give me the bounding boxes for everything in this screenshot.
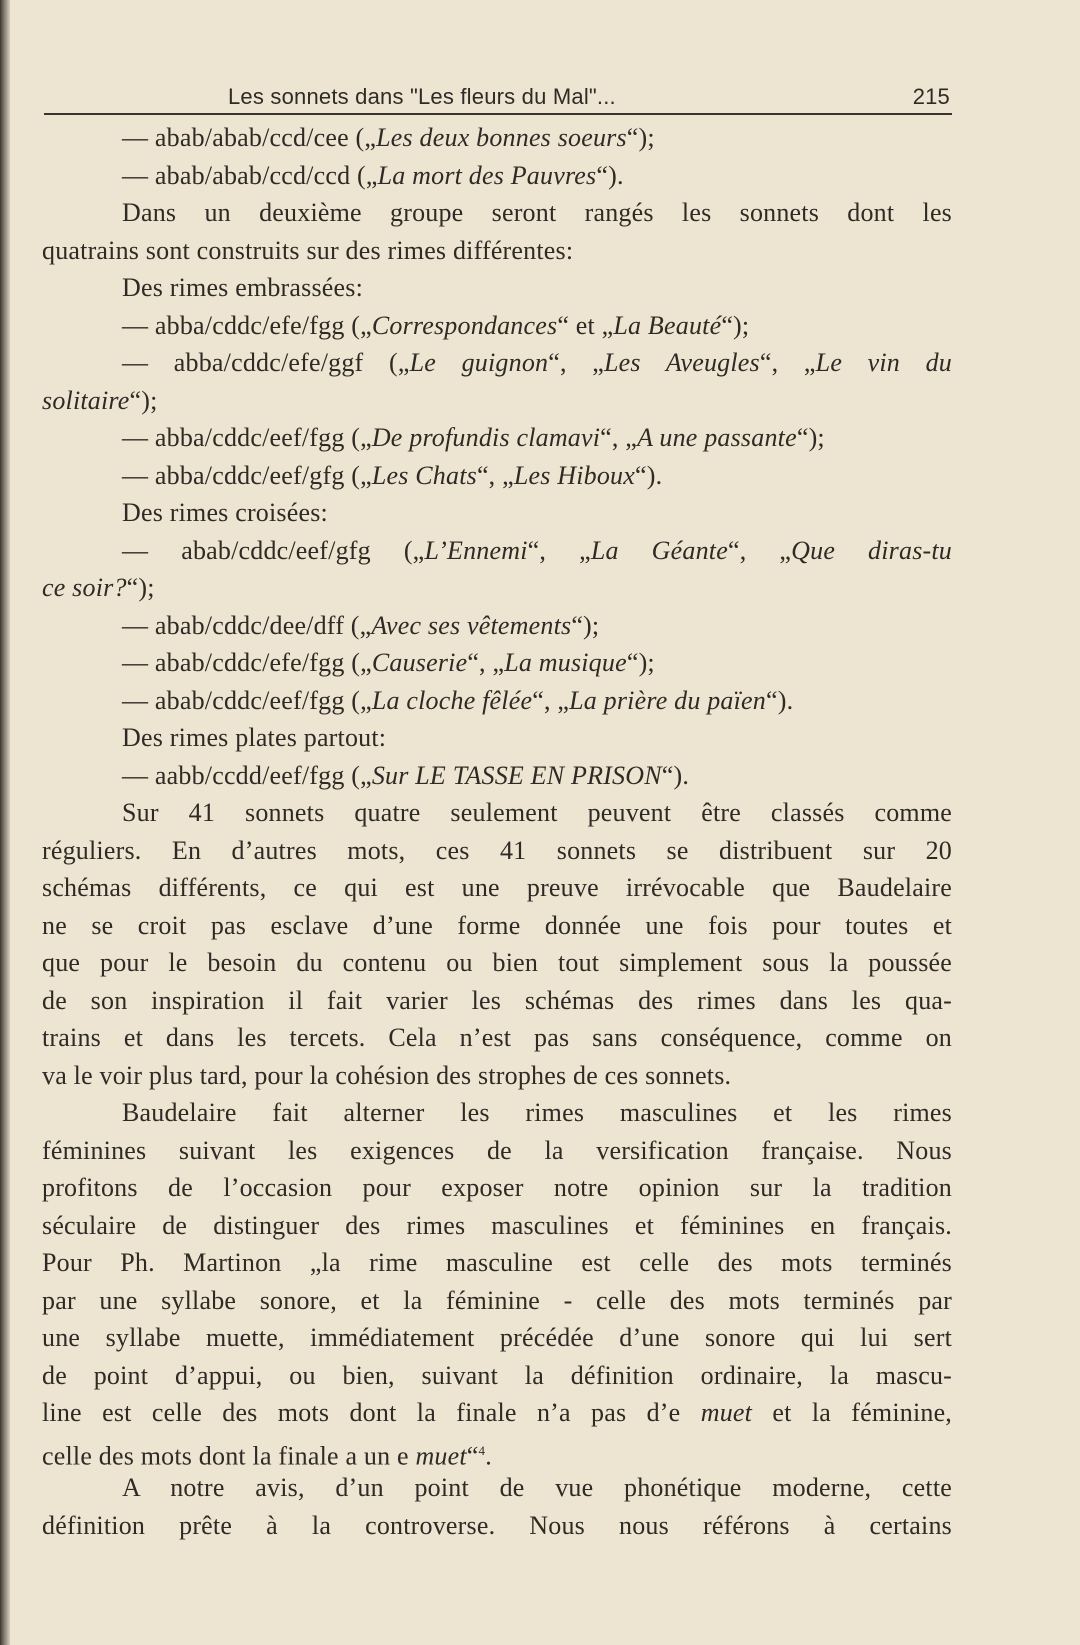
page-content	[42, 119, 952, 1544]
paragraph-line: réguliers. En d’autres mots, ces 41 sonnets se distribuent sur 20	[42, 835, 952, 865]
paragraph-line: Pour Ph. Martinon „la rime masculine est celle des mots terminés	[42, 1248, 952, 1277]
scheme-line: — abba/cddc/eef/fgg („De profundis clamavi“, „A une passante“);	[122, 423, 825, 452]
scheme-line: — abba/cddc/eef/gfg („Les Chats“, „Les Hiboux“).	[122, 460, 663, 490]
scheme-line: — abab/cddc/eef/gfg („L’Ennemi“, „La Géante“, „Que diras-tu	[122, 535, 952, 565]
paragraph-line: profitons de l’occasion pour exposer notre opinion sur la tradition	[42, 1173, 952, 1202]
running-header	[44, 80, 952, 115]
scheme-line-continuation: solitaire“);	[42, 385, 158, 415]
paragraph-line: de son inspiration il fait varier les schémas des rimes dans les qua-	[42, 985, 952, 1015]
paragraph-line: Baudelaire fait alterner les rimes masculines et les rimes	[122, 1098, 952, 1127]
section-label: Des rimes embrassées:	[122, 273, 364, 302]
paragraph-line: Dans un deuxième groupe seront rangés les sonnets dont les	[122, 198, 952, 227]
paragraph-line: une syllabe muette, immédiatement précédée d’une sonore qui lui sert	[42, 1323, 952, 1352]
paragraph-line: trains et dans les tercets. Cela n’est pas sans conséquence, comme on	[42, 1023, 952, 1052]
scheme-line-continuation: ce soir?“);	[42, 573, 155, 602]
paragraph-line: schémas différents, ce qui est une preuve irrévocable que Baudelaire	[42, 873, 952, 902]
paragraph-line: ne se croit pas esclave d’une forme donnée une fois pour toutes et	[42, 910, 952, 940]
paragraph-line: féminines suivant les exigences de la versification française. Nous	[42, 1135, 952, 1165]
scheme-line: — abba/cddc/efe/ggf („Le guignon“, „Les Aveugles“, „Le vin du	[122, 348, 952, 377]
page-binding-edge	[0, 0, 10, 1645]
scheme-line: — abab/cddc/efe/fgg („Causerie“, „La musique“);	[122, 648, 655, 677]
scheme-line: — abab/abab/ccd/cee („Les deux bonnes soeurs“);	[122, 123, 655, 152]
scheme-line: — aabb/ccdd/eef/fgg („Sur LE TASSE EN PRISON“).	[122, 760, 690, 790]
paragraph-line: que pour le besoin du contenu ou bien tout simplement sous la poussée	[42, 948, 952, 977]
section-label: Des rimes croisées:	[122, 498, 328, 527]
paragraph-line: Sur 41 sonnets quatre seulement peuvent être classés comme	[122, 798, 952, 827]
scheme-line: — abba/cddc/efe/fgg („Correspondances“ et „La Beauté“);	[122, 310, 750, 340]
footnote-reference: 4	[478, 1442, 486, 1458]
paragraph-line: celle des mots dont la finale a un e muet“$^4$.	[42, 1441, 492, 1471]
paragraph-line: A notre avis, d’un point de vue phonétique moderne, cette	[122, 1473, 952, 1502]
scheme-line: — abab/abab/ccd/ccd („La mort des Pauvres“).	[122, 160, 624, 190]
paragraph-line: va le voir plus tard, pour la cohésion des strophes de ces sonnets.	[42, 1060, 732, 1090]
section-label: Des rimes plates partout:	[122, 723, 387, 752]
scheme-line: — abab/cddc/eef/fgg („La cloche fêlée“, „La prière du païen“).	[122, 685, 794, 715]
paragraph-line: quatrains sont construits sur des rimes différentes:	[42, 235, 574, 265]
paragraph-line: line est celle des mots dont la finale n’a pas d’e muet et la féminine,	[42, 1398, 953, 1427]
running-title: Les sonnets dans "Les fleurs du Mal"...	[228, 84, 616, 109]
paragraph-line: de point d’appui, ou bien, suivant la définition ordinaire, la mascu-	[42, 1360, 952, 1390]
paragraph-line: par une syllabe sonore, et la féminine - celle des mots terminés par	[42, 1285, 952, 1315]
paragraph-line: définition prête à la controverse. Nous nous référons à certains	[42, 1510, 952, 1540]
paragraph-line: séculaire de distinguer des rimes masculines et féminines en français.	[42, 1210, 952, 1240]
scheme-line: — abab/cddc/dee/dff („Avec ses vêtements“);	[122, 610, 600, 640]
page-number: 215	[912, 84, 950, 109]
